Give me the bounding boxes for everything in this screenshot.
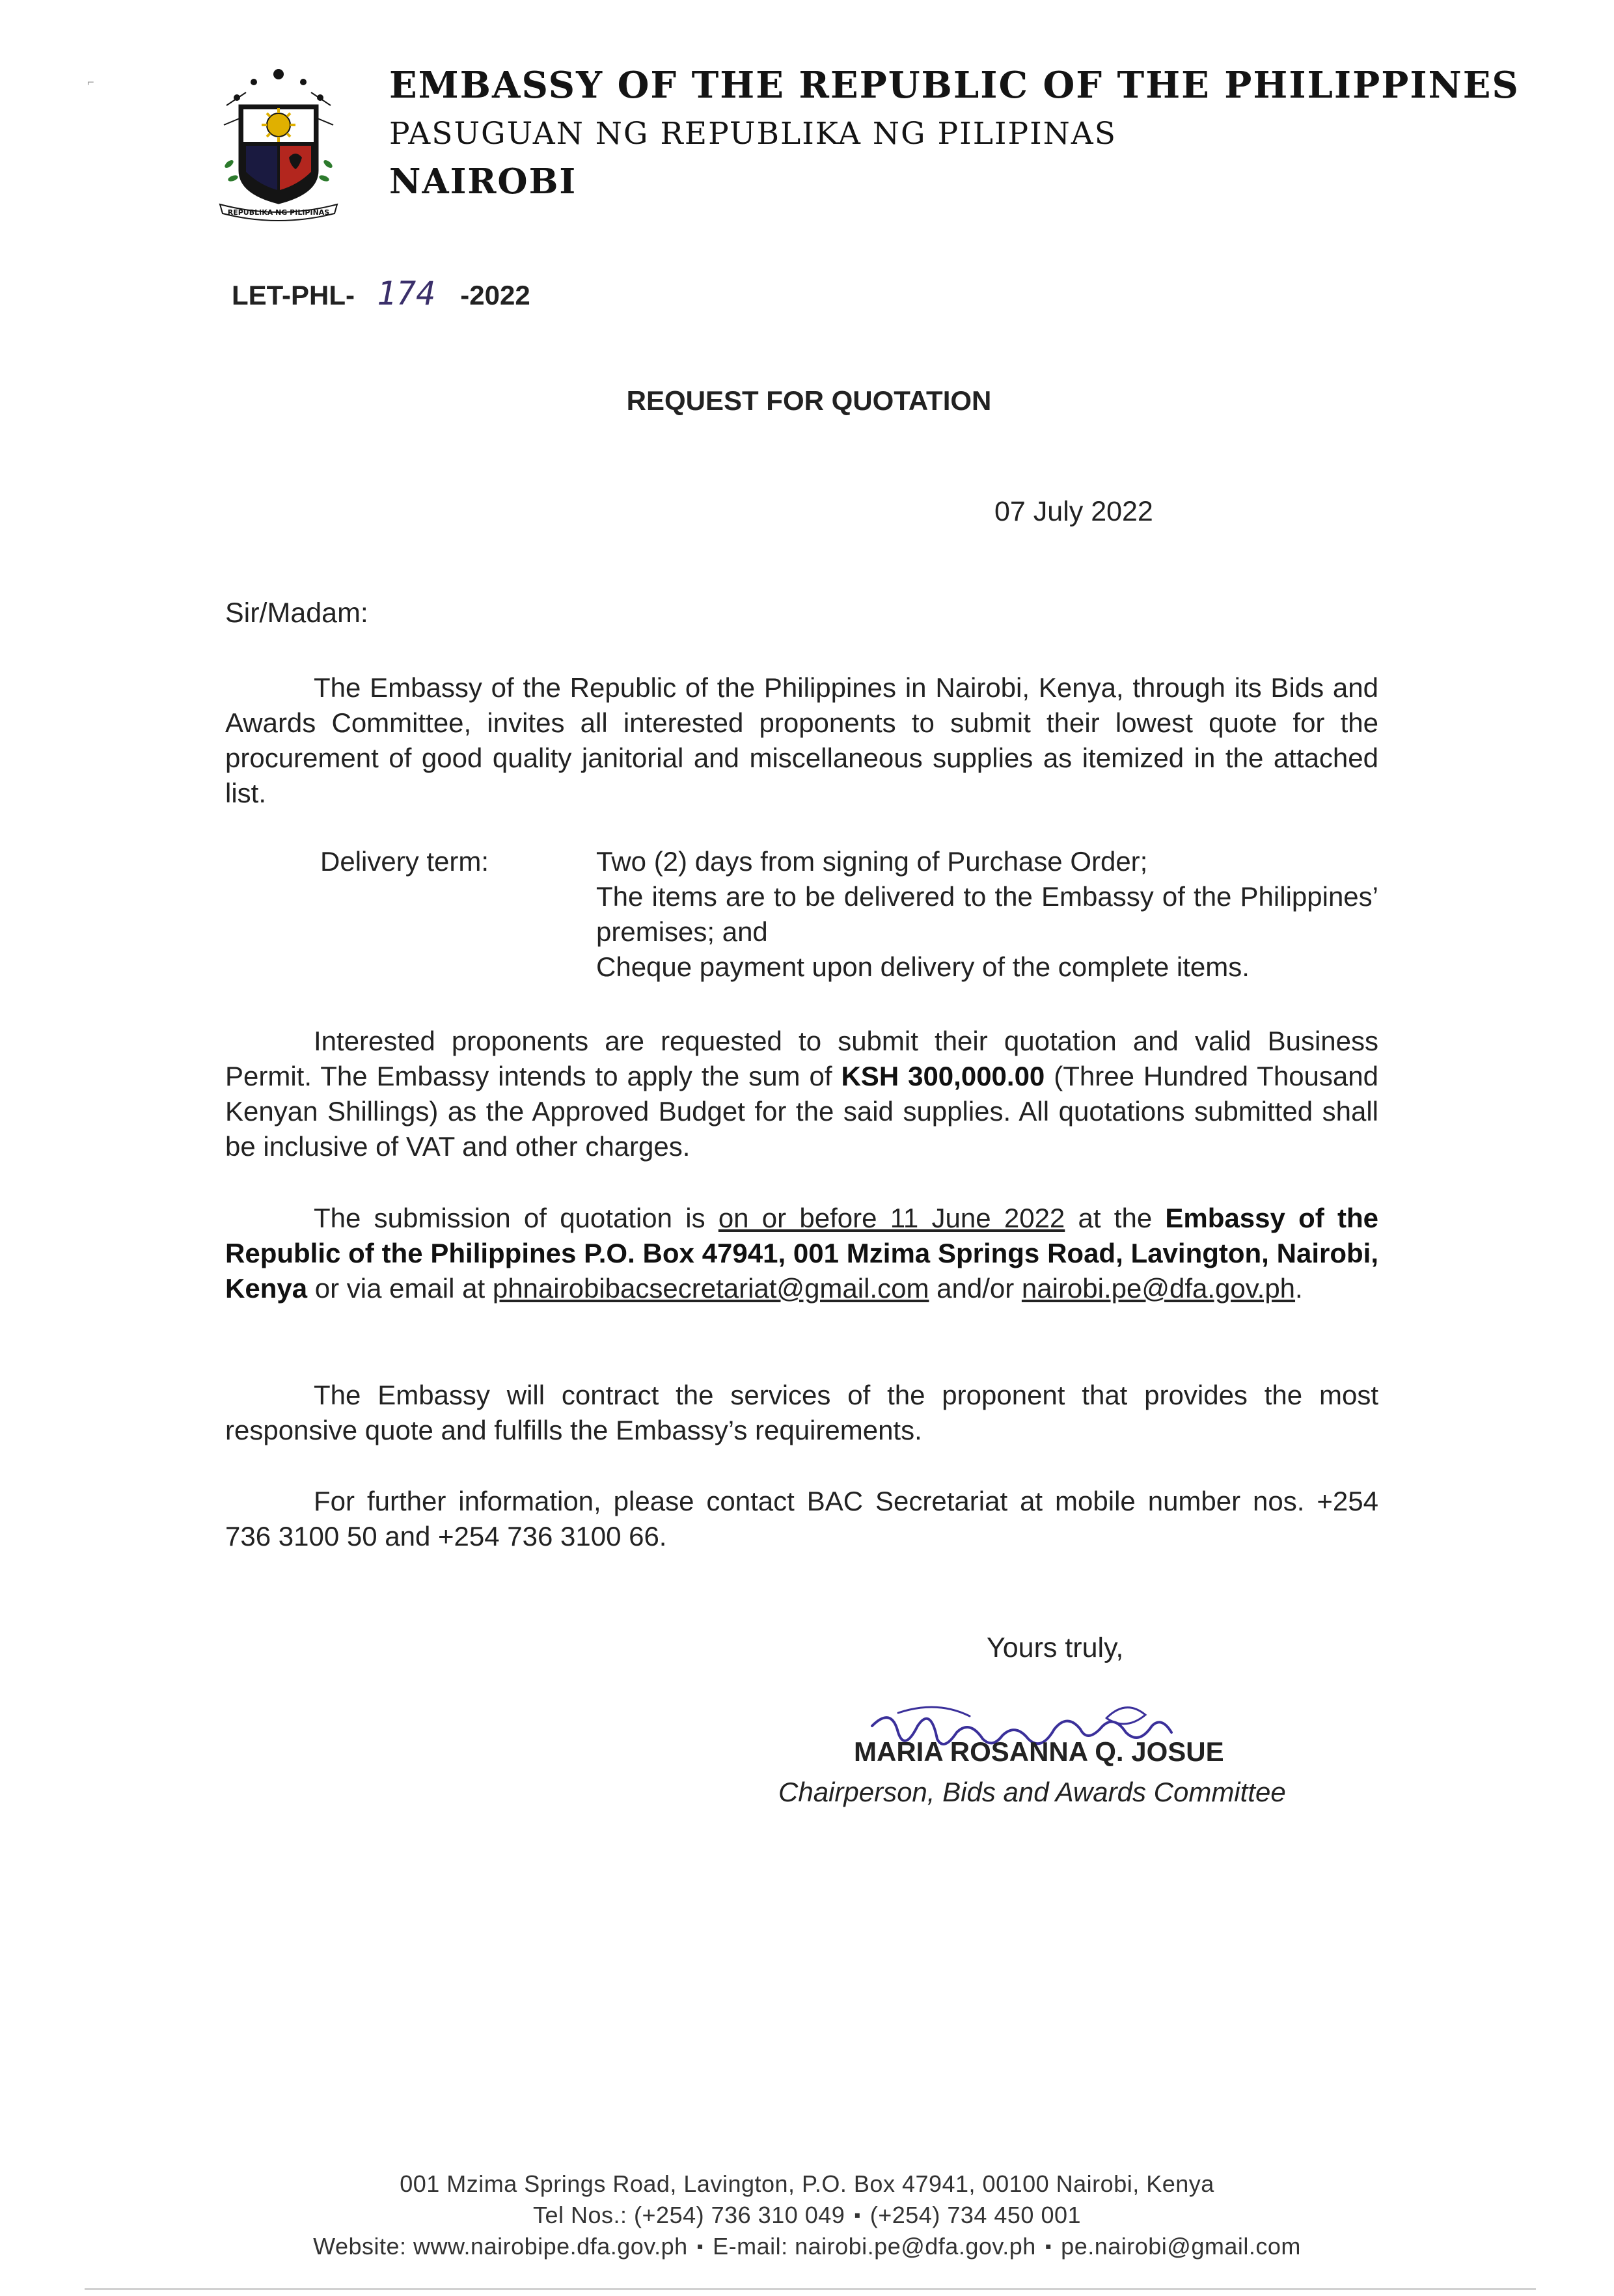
submission-andor: and/or bbox=[929, 1273, 1022, 1304]
footer-email1-link[interactable]: nairobi.pe@dfa.gov.ph bbox=[795, 2233, 1036, 2260]
paragraph-contract bbox=[225, 1378, 1378, 1448]
footer-web-email bbox=[0, 2233, 1614, 2260]
footer-tel2: (+254) 734 450 001 bbox=[869, 2202, 1082, 2228]
letter-date: 07 July 2022 bbox=[994, 496, 1153, 527]
paragraph-submission bbox=[225, 1201, 1378, 1306]
footer-separator-icon: ▪ bbox=[1045, 2236, 1052, 2256]
embassy-email-link[interactable]: nairobi.pe@dfa.gov.ph bbox=[1021, 1273, 1296, 1304]
submission-middle: at the bbox=[1065, 1203, 1166, 1233]
signatory-name: MARIA ROSANNA Q. JOSUE bbox=[854, 1736, 1224, 1767]
footer-website-label: Website: bbox=[313, 2233, 407, 2260]
reference-number bbox=[232, 275, 530, 312]
delivery-term-item: The items are to be delivered to the Embassy of the Philippines’ premises; and bbox=[596, 881, 1378, 947]
signatory-title: Chairperson, Bids and Awards Committee bbox=[778, 1777, 1286, 1807]
footer-email-label: E-mail: bbox=[713, 2233, 788, 2260]
philippine-seal-icon bbox=[207, 60, 350, 223]
footer-telephone bbox=[0, 2202, 1614, 2229]
paragraph-invitation bbox=[225, 670, 1378, 811]
closing: Yours truly, bbox=[987, 1632, 1124, 1663]
salutation: Sir/Madam: bbox=[225, 597, 368, 629]
paragraph-budget-after: (Three Hundred Thousand Kenyan Shillings) as the Approved Budget for the said supplies. All quotations submitted shall be inclusive of VAT and other charges. bbox=[225, 1061, 1378, 1162]
reference-prefix: LET-PHL- bbox=[232, 280, 355, 310]
seal-ribbon-text: REPUBLIKA NG PILIPINAS bbox=[227, 208, 330, 217]
footer-tel-label: Tel Nos.: bbox=[532, 2202, 627, 2228]
paragraph-contact bbox=[225, 1484, 1378, 1554]
paragraph-budget-before: Interested proponents are requested to submit their quotation and valid Business Permit. The Embassy intends to apply the sum of bbox=[225, 1026, 1378, 1091]
submission-deadline: on or before 11 June 2022 bbox=[718, 1203, 1065, 1233]
submission-address: Embassy of the Republic of the Philippines P.O. Box 47941, 001 Mzima Springs Road, Lavington, Nairobi, Kenya bbox=[225, 1203, 1378, 1304]
paragraph-contact-text: For further information, please contact BAC Secretariat at mobile number nos. +254 736 3100 50 and +254 736 3100 66. bbox=[225, 1486, 1378, 1551]
reference-suffix: -2022 bbox=[460, 280, 530, 310]
scan-mark-icon: ⌐ bbox=[87, 75, 94, 89]
footer-email2-link[interactable]: pe.nairobi@gmail.com bbox=[1061, 2233, 1301, 2260]
letterhead-city: NAIROBI bbox=[389, 161, 577, 202]
delivery-term-item: Two (2) days from signing of Purchase Order; bbox=[596, 846, 1148, 877]
footer-address: 001 Mzima Springs Road, Lavington, P.O. Box 47941, 00100 Nairobi, Kenya bbox=[400, 2170, 1214, 2197]
paragraph-contract-text: The Embassy will contract the services of the proponent that provides the most responsive quote and fulfills the Embassy’s requirements. bbox=[225, 1380, 1378, 1445]
submission-before: The submission of quotation is bbox=[314, 1203, 718, 1233]
footer-tel1: (+254) 736 310 049 bbox=[634, 2202, 845, 2228]
document-title-text: REQUEST FOR QUOTATION bbox=[626, 385, 992, 416]
letterhead-filipino-name: PASUGUAN NG REPUBLIKA NG PILIPINAS bbox=[389, 116, 1117, 152]
document-title bbox=[0, 385, 1614, 417]
letterhead-embassy-name: EMBASSY OF THE REPUBLIC OF THE PHILIPPINES bbox=[389, 64, 1520, 107]
submission-via: or via email at bbox=[307, 1273, 493, 1304]
delivery-term-list bbox=[596, 844, 1378, 985]
submission-end: . bbox=[1295, 1273, 1303, 1304]
footer-website-link[interactable]: www.nairobipe.dfa.gov.ph bbox=[413, 2233, 688, 2260]
paragraph-budget bbox=[225, 1024, 1378, 1164]
paragraph-invitation-text: The Embassy of the Republic of the Philippines in Nairobi, Kenya, through its Bids and Awards Committee, invites all interested proponents to submit their lowest quote for the procurement of good quality janitorial and miscellaneous supplies as itemized in the attached list. bbox=[225, 672, 1378, 808]
budget-amount: KSH 300,000.00 bbox=[841, 1061, 1045, 1091]
bac-email-link[interactable]: phnairobibacsecretariat@gmail.com bbox=[492, 1273, 929, 1304]
scan-edge-divider bbox=[85, 2288, 1536, 2290]
footer-separator-icon: ▪ bbox=[696, 2236, 704, 2256]
reference-handwritten-number: 174 bbox=[376, 275, 436, 312]
footer-separator-icon: ▪ bbox=[854, 2205, 861, 2225]
delivery-term-label: Delivery term: bbox=[320, 846, 489, 877]
delivery-term-item: Cheque payment upon delivery of the complete items. bbox=[596, 951, 1250, 982]
